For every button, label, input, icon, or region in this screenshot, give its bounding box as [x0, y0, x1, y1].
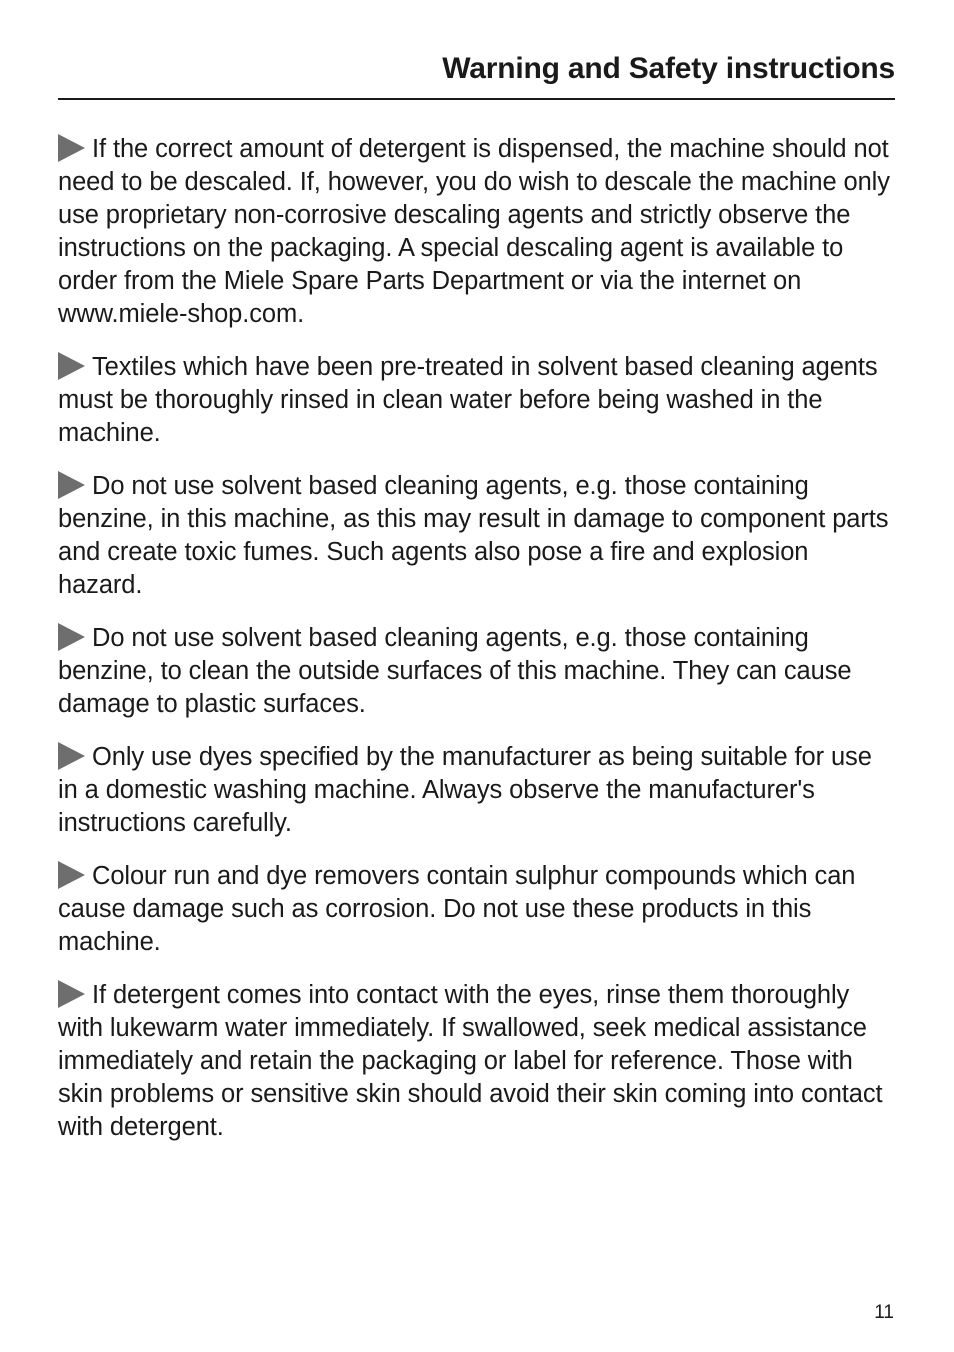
instruction-paragraph: [58, 860, 898, 959]
instruction-paragraph: [58, 133, 898, 331]
instruction-paragraph: [58, 622, 898, 721]
triangle-right-icon: [58, 471, 85, 499]
instruction-text: Only use dyes specified by the manufacturer as being suitable for use in a domestic washing machine. Always observe the manufacturer's instructions carefully.: [58, 743, 872, 837]
instruction-paragraph: [58, 979, 898, 1144]
instruction-text: Textiles which have been pre-treated in solvent based cleaning agents must be thoroughly rinsed in clean water before being washed in the machine.: [58, 353, 878, 447]
instruction-text: If the correct amount of detergent is dispensed, the machine should not need to be descaled. If, however, you do wish to descale the machine only use proprietary non-corrosive descaling agents and strictly observe the instructions on the packaging. A special descaling agent is available to order from the Miele Spare Parts Department or via the internet on www.miele-shop.com.: [58, 135, 890, 328]
instruction-text: Colour run and dye removers contain sulphur compounds which can cause damage such as corrosion. Do not use these products in this machine.: [58, 862, 856, 956]
triangle-right-icon: [58, 742, 85, 770]
instruction-paragraph: [58, 470, 898, 602]
instruction-paragraph: [58, 351, 898, 450]
instruction-paragraph: [58, 741, 898, 840]
page-title: Warning and Safety instructions: [442, 52, 895, 85]
instruction-text: Do not use solvent based cleaning agents, e.g. those containing benzine, in this machine, as this may result in damage to component parts and create toxic fumes. Such agents also pose a fire and explosion hazard.: [58, 472, 889, 599]
triangle-right-icon: [58, 861, 85, 889]
page-number: 11: [874, 1302, 894, 1323]
triangle-right-icon: [58, 134, 85, 162]
triangle-right-icon: [58, 623, 85, 651]
triangle-right-icon: [58, 980, 85, 1008]
page-header: [58, 50, 895, 100]
triangle-right-icon: [58, 352, 85, 380]
safety-instructions-list: [58, 133, 898, 1164]
instruction-text: If detergent comes into contact with the eyes, rinse them thoroughly with lukewarm water immediately. If swallowed, seek medical assistance immediately and retain the packaging or label for reference. Those with skin problems or sensitive skin should avoid their skin coming into contact with detergent.: [58, 981, 883, 1141]
instruction-text: Do not use solvent based cleaning agents, e.g. those containing benzine, to clean the outside surfaces of this machine. They can cause damage to plastic surfaces.: [58, 624, 852, 718]
